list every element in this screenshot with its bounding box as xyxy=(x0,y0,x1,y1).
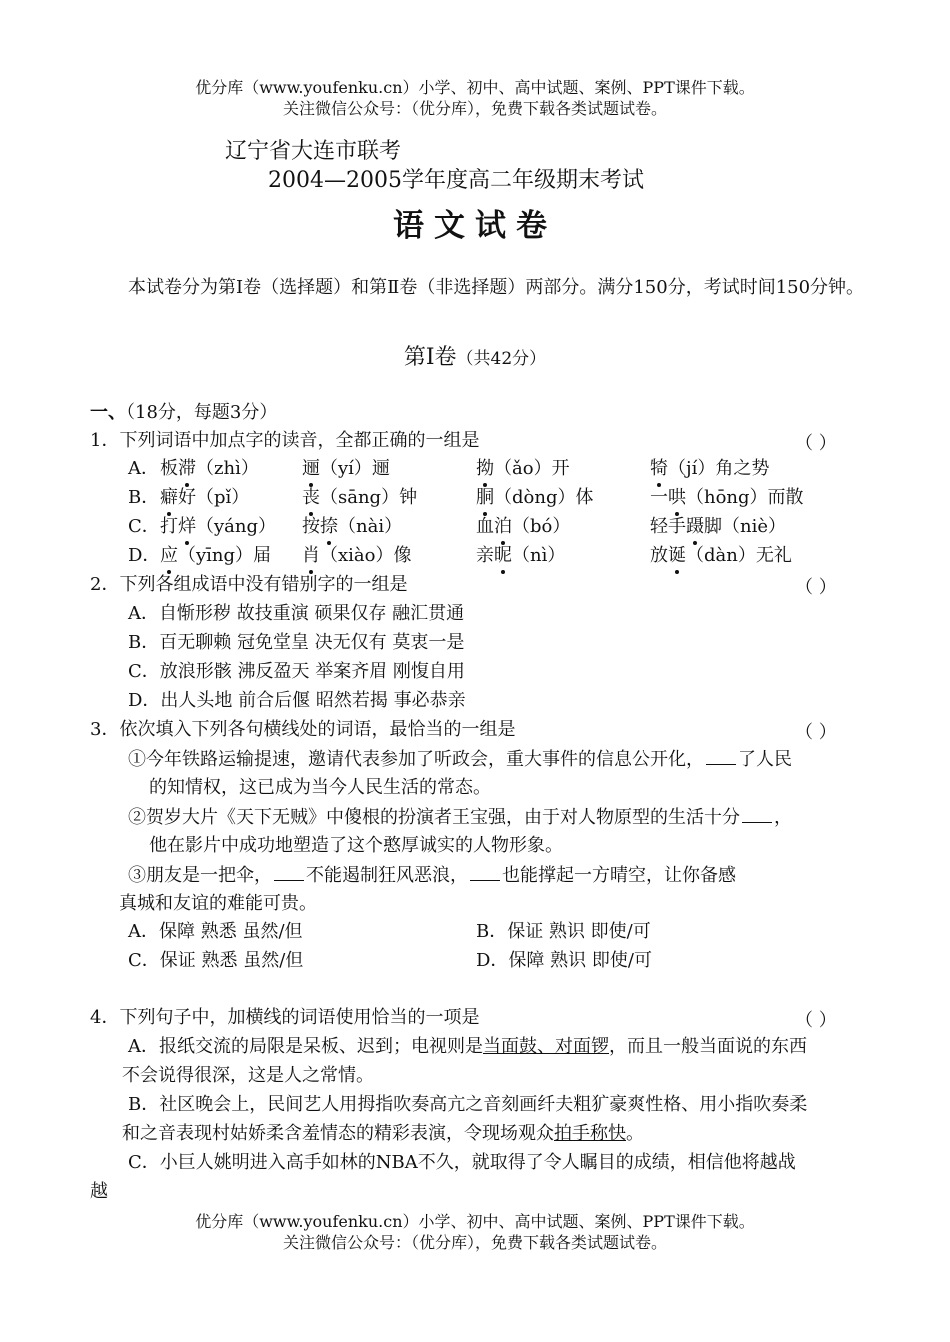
q3-option-d: D．保障 熟识 即使/可 xyxy=(476,950,652,971)
q1-answer-paren: （ ） xyxy=(795,433,837,454)
option-letter: C． xyxy=(128,516,160,537)
q1-b-word-4: 一哄（hōng）而散 xyxy=(650,487,804,508)
q4-option-a: A．报纸交流的局限是呆板、迟到；电视则是当面鼓、对面锣，而且一般当面说的东西 xyxy=(128,1036,807,1057)
footer-line-2: 关注微信公众号：（优分库），免费下载各类试题试卷。 xyxy=(282,1233,667,1252)
q1-stem: 1．下列词语中加点字的读音，全都正确的一组是 xyxy=(90,430,480,451)
q1-a-word-1: 板滞（zhì） xyxy=(160,458,259,479)
footer-line-1: 优分库（www.youfenku.cn）小学、初中、高中试题、案例、PPT课件下载。 xyxy=(195,1212,755,1231)
q1-a-word-2: 逦（yí）逦 xyxy=(302,458,390,479)
q3-sentence-2: ②贺岁大片《天下无贼》中傻根的扮演者王宝强，由于对人物原型的生活十分 ， xyxy=(128,807,792,828)
q4-answer-paren: （ ） xyxy=(795,1010,837,1031)
q3-option-b: B．保证 熟识 即使/可 xyxy=(476,921,651,942)
q1-d-word-4: 放诞（dàn）无礼 xyxy=(650,545,792,566)
exam-year-title: 2004—2005学年度高二年级期末考试 xyxy=(268,168,644,193)
q1-d-word-2: 肖（xiào）像 xyxy=(302,545,412,566)
q2-option-d: D．出人头地 前合后偃 昭然若揭 事必恭亲 xyxy=(128,690,466,711)
underlined-phrase: 拍手称快 xyxy=(554,1123,626,1144)
header-line-1: 优分库（www.youfenku.cn）小学、初中、高中试题、案例、PPT课件下载。 xyxy=(195,78,755,97)
exam-intro: 本试卷分为第Ⅰ卷（选择题）和第Ⅱ卷（非选择题）两部分。满分150分，考试时间150分钟。 xyxy=(128,277,865,298)
q4-stem: 4．下列句子中，加横线的词语使用恰当的一项是 xyxy=(90,1007,480,1028)
q2-option-b: B．百无聊赖 冠免堂皇 决无仅有 莫衷一是 xyxy=(128,632,465,653)
q3-option-a: A．保障 熟悉 虽然/但 xyxy=(128,921,303,942)
q2-option-a: A．自惭形秽 故技重演 硕果仅存 融汇贯通 xyxy=(128,603,465,624)
fill-blank xyxy=(706,747,736,765)
section-label: 一、 xyxy=(90,402,126,423)
q1-b-word-1: 癖好（pǐ） xyxy=(160,487,250,508)
option-letter: B． xyxy=(128,487,160,508)
q3-sentence-2-cont: 他在影片中成功地塑造了这个憨厚诚实的人物形象。 xyxy=(149,835,563,856)
part1-heading xyxy=(0,340,950,371)
q3-sentence-3-cont: 真城和友谊的难能可贵。 xyxy=(119,893,317,914)
q1-a-word-4: 犄（jí）角之势 xyxy=(650,458,770,479)
q2-option-c: C．放浪形骸 沸反盈天 举案齐眉 刚愎自用 xyxy=(128,661,465,682)
q1-b-word-2: 丧（sāng）钟 xyxy=(302,487,418,508)
q1-d-word-1: 应（yīng）届 xyxy=(160,545,272,566)
q3-stem: 3．依次填入下列各句横线处的词语，最恰当的一组是 xyxy=(90,719,516,740)
part1-title: 第Ⅰ卷 xyxy=(403,345,457,370)
q3-sentence-3: ③朋友是一把伞， 不能遏制狂风恶浪， 也能撑起一方晴空，让你备感 xyxy=(128,865,736,886)
q4-option-b: B．社区晚会上，民间艺人用拇指吹奏高亢之音刻画纤夫粗犷豪爽性格、用小指吹奏柔 xyxy=(128,1094,808,1115)
fill-blank xyxy=(742,805,772,823)
fill-blank xyxy=(274,863,304,881)
q4-option-b-cont: 和之音表现村姑娇柔含羞情态的精彩表演，令现场观众拍手称快。 xyxy=(122,1123,644,1144)
q1-a-word-3: 拗（ǎo）开 xyxy=(476,458,570,479)
q3-option-c: C．保证 熟悉 虽然/但 xyxy=(128,950,304,971)
q3-sentence-1-cont: 的知情权，这已成为当今人民生活的常态。 xyxy=(149,777,491,798)
header-line-2: 关注微信公众号：（优分库），免费下载各类试题试卷。 xyxy=(282,99,667,118)
option-letter: A． xyxy=(128,458,159,479)
q3-sentence-1: ①今年铁路运输提速，邀请代表参加了听政会，重大事件的信息公开化， 了人民 xyxy=(128,749,792,770)
section-heading xyxy=(90,401,277,425)
page-title: 语文试卷 xyxy=(393,208,557,244)
q1-c-word-1: 打烊（yáng） xyxy=(160,516,277,537)
q2-stem: 2．下列各组成语中没有错别字的一组是 xyxy=(90,574,408,595)
q3-answer-paren: （ ） xyxy=(795,722,837,743)
q4-option-c-cont: 越 xyxy=(90,1181,108,1202)
part1-score: （共42分） xyxy=(456,349,547,369)
exam-region-title: 辽宁省大连市联考 xyxy=(225,139,402,164)
q1-c-word-2: 按捺（nài） xyxy=(302,516,403,537)
fill-blank xyxy=(470,863,500,881)
q1-c-word-3: 血泊（bó） xyxy=(476,516,571,537)
q1-c-word-4: 轻手蹑脚（niè） xyxy=(650,516,787,537)
section-score: （18分，每题3分） xyxy=(126,402,278,423)
option-letter: D． xyxy=(128,545,161,566)
q2-answer-paren: （ ） xyxy=(795,577,837,598)
q1-b-word-3: 胴（dòng）体 xyxy=(476,487,594,508)
q1-d-word-3: 亲昵（nì） xyxy=(476,545,566,566)
q4-option-c: C．小巨人姚明进入高手如林的NBA不久，就取得了令人瞩目的成绩，相信他将越战 xyxy=(128,1152,796,1173)
q4-option-a-cont: 不会说得很深，这是人之常情。 xyxy=(122,1065,374,1086)
underlined-phrase: 当面鼓、对面锣 xyxy=(483,1036,609,1057)
